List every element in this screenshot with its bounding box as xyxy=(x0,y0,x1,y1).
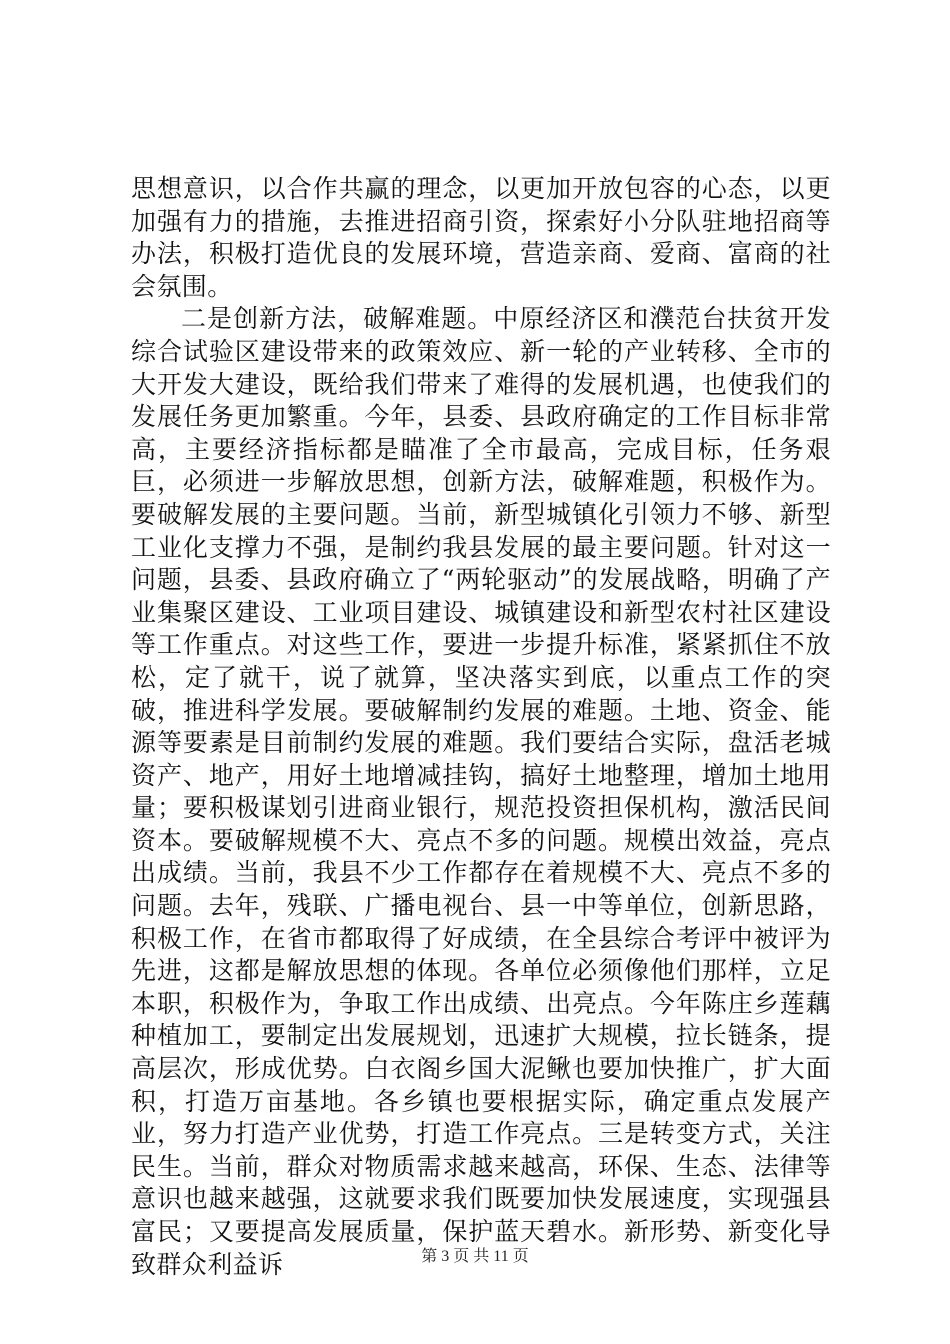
page-footer: 第 3 页 共 11 页 xyxy=(421,1248,529,1265)
paragraph-1: 思想意识，以合作共赢的理念，以更加开放包容的心态，以更加强有力的措施，去推进招商引资，探索好小分队驻地招商等办法，积极打造优良的发展环境，营造亲商、爱商、富商的社会氛围。 xyxy=(131,174,831,301)
paragraph-2: 二是创新方法，破解难题。中原经济区和濮范台扶贫开发综合试验区建设带来的政策效应、新一轮的产业转移、全市的大开发大建设，既给我们带来了难得的发展机遇，也使我们的发展任务更加繁重。今年，县委、县政府确定的工作目标非常高，主要经济指标都是瞄准了全市最高，完成目标，任务艰巨，必须进一步解放思想，创新方法，破解难题，积极作为。要破解发展的主要问题。当前，新型城镇化引领力不够、新型工业化支撑力不强，是制约我县发展的最主要问题。针对这一问题，县委、县政府确立了“两轮驱动”的发展战略，明确了产业集聚区建设、工业项目建设、城镇建设和新型农村社区建设等工作重点。对这些工作，要进一步提升标准，紧紧抓住不放松，定了就干，说了就算，坚决落实到底，以重点工作的突破，推进科学发展。要破解制约发展的难题。土地、资金、能源等要素是目前制约发展的难题。我们要结合实际，盘活老城资产、地产，用好土地增减挂钩，搞好土地整理，增加土地用量；要积极谋划引进商业银行，规范投资担保机构，激活民间资本。要破解规模不大、亮点不多的问题。规模出效益，亮点出成绩。当前，我县不少工作都存在着规模不大、亮点不多的问题。去年，残联、广播电视台、县一中等单位，创新思路，积极工作，在省市都取得了好成绩，在全县综合考评中被评为先进，这都是解放思想的体现。各单位必须像他们那样，立足本职，积极作为，争取工作出成绩、出亮点。今年陈庄乡莲藕种植加工，要制定出发展规划，迅速扩大规模，拉长链条，提高层次，形成优势。白衣阁乡国大泥鳅也要加快推广，扩大面积，打造万亩基地。各乡镇也要根据实际，确定重点发展产业，努力打造产业优势，打造工作亮点。三是转变方式，关注民生。当前，群众对物质需求越来越高，环保、生态、法律等意识也越来越强，这就要求我们既要加快发展速度，实现强县富民；又要提高发展质量，保护蓝天碧水。新形势、新变化导致群众利益诉 xyxy=(131,304,831,1279)
body-text xyxy=(131,173,831,1281)
